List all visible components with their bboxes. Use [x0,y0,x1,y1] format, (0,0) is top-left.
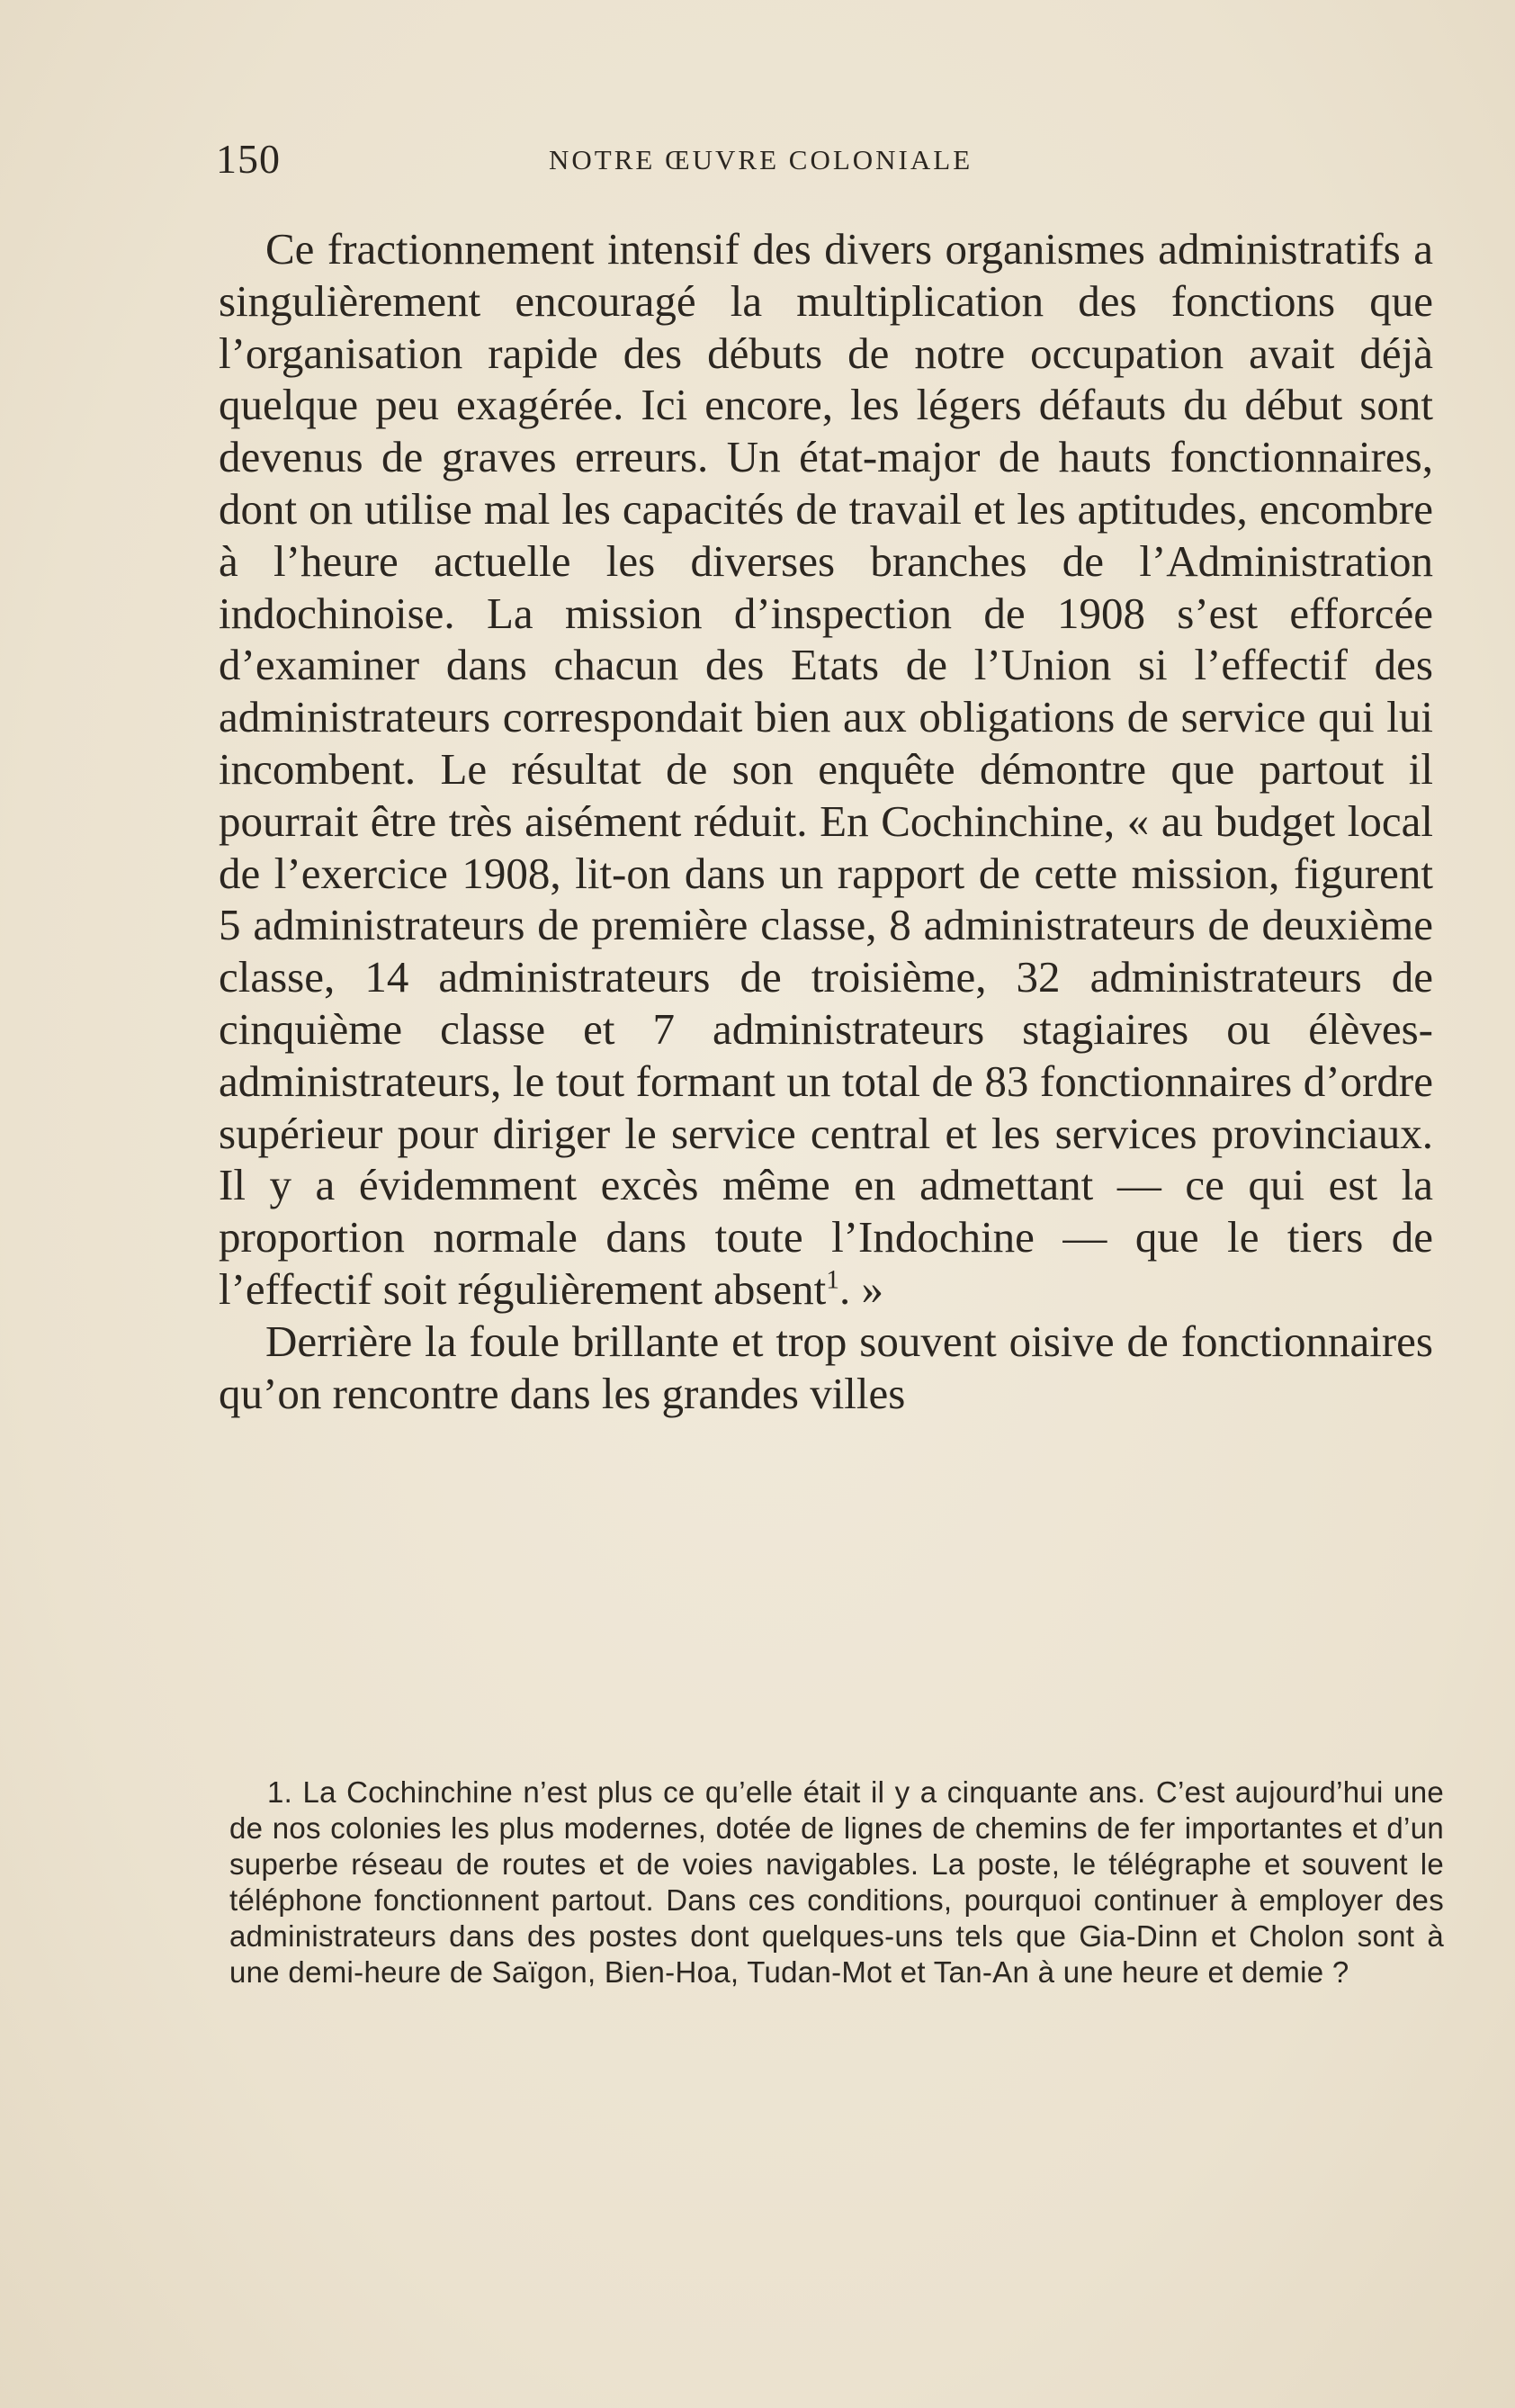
paragraph: Derrière la foule brillante et trop souvent oisive de fonctionnaires qu’on rencontre dans les grandes villes [219,1316,1433,1418]
footnote-marker: 1 [826,1265,839,1295]
running-title: NOTRE ŒUVRE COLONIALE [549,144,973,175]
footnote-text: 1. La Cochinchine n’est plus ce qu’elle était il y a cinquante ans. C’est aujourd’hui une de nos colonies les plus modernes, dotée de lignes de chemins de fer importantes et d’un superbe réseau de routes et de voies navigables. La poste, le télégraphe et souvent le téléphone fonctionnent partout. Dans ces conditions, pourquoi continuer à employer des administrateurs dans des postes dont quelques-uns tels que Gia-Dinn et Cholon sont à une demi-heure de Saïgon, Bien-Hoa, Tudan-Mot et Tan-An à une heure et demie ? [229,1775,1444,1989]
page-header [216,135,1080,189]
page-number: 150 [216,136,281,182]
paragraph-text-end: . » [838,1263,883,1314]
paragraph-text: Ce fractionnement intensif des divers organismes administratifs a singulièrement encouragé la multiplication des fonctions que l’organisation rapide des débuts de notre occupation avait déjà quelque peu exagérée. Ici encore, les légers défauts du début sont devenus de graves erreurs. Un état-major de hauts fonctionnaires, dont on utilise mal les capacités de travail et les aptitudes, encombre à l’heure actuelle les diverses branches de l’Administration indochinoise. La mission d’inspection de 1908 s’est efforcée d’examiner dans chacun des Etats de l’Union si l’effectif des administrateurs correspondait bien aux obligations de service qui lui incombent. Le résultat de son enquête démontre que partout il pourrait être très aisément réduit. En Cochinchine, « au budget local de l’exercice 1908, lit-on dans un rapport de cette mission, figurent 5 administrateurs de première classe, 8 administrateurs de deuxième classe, 14 administrateurs de troisième, 32 administrateurs de cinquième classe et 7 administrateurs stagiaires ou élèves-administrateurs, le tout formant un total de 83 fonctionnaires d’ordre supérieur pour diriger le service central et les services provinciaux. Il y a évidemment excès même en admettant — ce qui est la proportion normale dans toute l’Indochine — que le tiers de l’effectif soit régulièrement absent [219,224,1433,1314]
paragraph [219,223,1433,1316]
footnote [229,1775,1444,1990]
main-text [219,223,1433,1419]
